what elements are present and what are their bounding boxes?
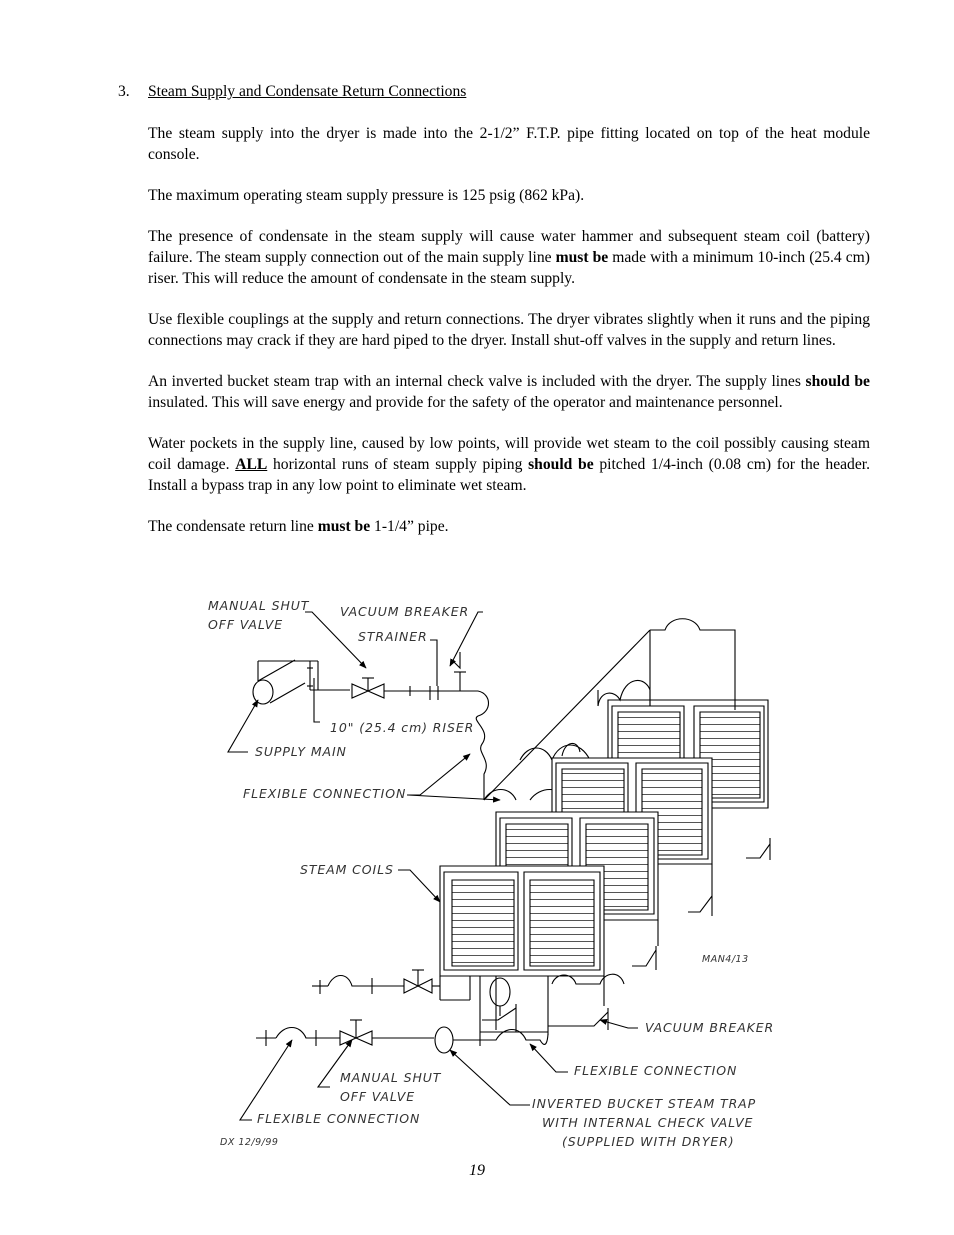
label-manual-shut-1: MANUAL SHUT <box>208 598 310 613</box>
label-vacuum-breaker-top: VACUUM BREAKER <box>340 604 470 619</box>
label-flexible-connection-right: FLEXIBLE CONNECTION <box>574 1063 738 1078</box>
emphasis-must-be: must be <box>555 249 609 267</box>
label-flexible-connection-bottom: FLEXIBLE CONNECTION <box>257 1111 421 1126</box>
steam-piping-diagram <box>190 590 800 1160</box>
label-trap-line-1: INVERTED BUCKET STEAM TRAP <box>532 1096 757 1111</box>
emphasis-should-be-2: should be <box>528 456 594 474</box>
label-trap-line-3: (SUPPLIED WITH DRYER) <box>562 1134 735 1149</box>
label-supply-main: SUPPLY MAIN <box>255 744 347 759</box>
paragraph-water-pockets: Water pockets in the supply line, caused by low points, will provide wet steam to the coil possibly causing steam coil damage. ALL horizontal runs of steam supply piping should be pitched 1/4-inch (0.08 cm) for the header. Install a bypass trap in any low point to eliminate wet steam. <box>148 435 871 494</box>
label-vacuum-breaker-bottom: VACUUM BREAKER <box>645 1020 775 1035</box>
emphasis-must-be-2: must be <box>317 518 371 536</box>
body-text <box>148 124 870 559</box>
emphasis-all: ALL <box>235 456 268 474</box>
label-off-valve-1: OFF VALVE <box>208 617 284 632</box>
label-flexible-connection-top: FLEXIBLE CONNECTION <box>243 786 407 801</box>
label-dx-code: DX 12/9/99 <box>220 1137 279 1148</box>
label-off-valve-2: OFF VALVE <box>340 1089 416 1104</box>
supply-main-pipe <box>253 660 350 704</box>
label-riser: 10" (25.4 cm) RISER <box>330 720 475 735</box>
section-heading: Steam Supply and Condensate Return Connections <box>148 83 467 100</box>
emphasis-should-be: should be <box>805 373 870 391</box>
paragraph-steam-trap: An inverted bucket steam trap with an internal check valve is included with the dryer. The supply lines should be insulated. This will save energy and provide for the safety of the operator and maintenance personnel. <box>148 373 870 412</box>
steam-coil-1 <box>440 866 604 976</box>
paragraph-condensate: The presence of condensate in the steam supply will cause water hammer and subsequent steam coil (battery) failure. The steam supply connection out of the main supply line must be made with a minimum 10-inch (25.4 cm) riser. This will reduce the amount of condensate in the steam supply. <box>148 228 870 287</box>
label-steam-coils: STEAM COILS <box>300 862 394 877</box>
page-number: 19 <box>469 1162 485 1179</box>
label-man-code: MAN4/13 <box>702 954 749 965</box>
label-trap-line-2: WITH INTERNAL CHECK VALVE <box>542 1115 754 1130</box>
section-number: 3. <box>118 83 130 100</box>
label-strainer: STRAINER <box>358 629 428 644</box>
paragraph-return-line: The condensate return line must be 1-1/4” pipe. <box>148 518 449 536</box>
paragraph-max-pressure: The maximum operating steam supply pressure is 125 psig (862 kPa). <box>148 187 585 205</box>
paragraph-flexible-couplings: Use flexible couplings at the supply and return connections. The dryer vibrates slightly when it runs and the piping connections may crack if they are hard piped to the dryer. Install shut-off valves in the supply and return lines. <box>148 311 870 349</box>
label-manual-shut-2: MANUAL SHUT <box>340 1070 442 1085</box>
paragraph-ftp-fitting: The steam supply into the dryer is made into the 2-1/2” F.T.P. pipe fitting located on top of the heat module console. <box>148 125 870 163</box>
